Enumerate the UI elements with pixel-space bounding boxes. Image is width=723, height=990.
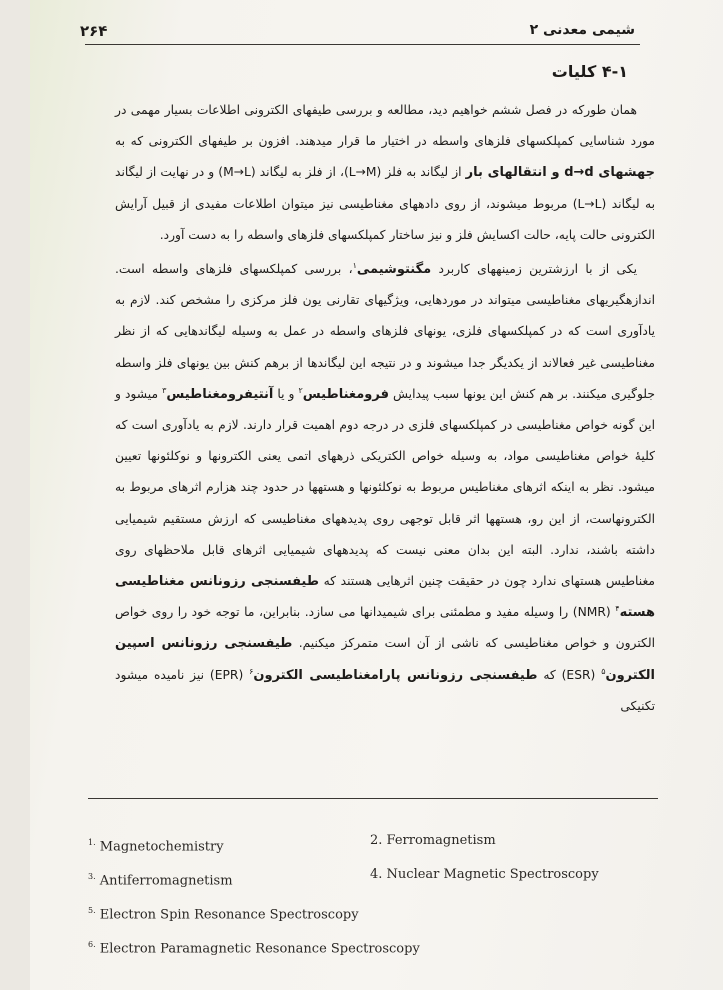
text-run: ، بررسی کمپلکسهای فلزهای واسطه است. اندازهگیریهای مغناطیسی میتواند در موردهایی، ویژگیهای تقارنی یون فلز مرکزی را مشخص کند. لازم به یادآوری است که در کمپلکسهای فلزی، یونهای فلزهای واسطه در عمل به وسیله لیگاندهایی که از نظر مغناطیسی غیر فعالاند از یکدیگر جدا میشوند و در نتیجه این لیگاندها از برهم کنش بین یونهای فلز واسطه جلوگیری میکنند. بر هم کنش این یونها سبب پیدایش [115,262,655,401]
text-run: (ESR) که [543,667,596,682]
footnote-marker: ۶ [249,666,254,676]
text-run: (EPR) نیز نامیده میشود تکنیکی [115,667,655,713]
footnote-text: Electron Paramagnetic Resonance Spectroscopy [99,941,420,957]
bold-term: جهشهای d→d و انتقالهای بار [465,165,655,181]
body-text [115,95,655,722]
bold-term: مگنتوشیمی [356,262,432,278]
text-run: یکی از با ارزشترین زمینههای کاربرد [438,262,637,277]
bold-term: فرومغناطیس [302,386,389,402]
paragraph-1 [115,95,655,251]
text-run: (NMR) را وسیله مفید و مطمئنی برای شیمیدانها می سازد. بنابراین، ما توجه خود را روی خواص الکترون و خواص مغناطیسی که ناشی از آن است متمرکز میکنیم. [115,605,655,651]
footnote-number: 1. [88,838,96,847]
header-rule [85,44,640,45]
section-title: ۴-۱ کلیات [551,62,628,81]
bold-term: آنتیفرومغناطیس [166,386,274,402]
footnote-1 [88,838,224,854]
text-run: همان طورکه در فصل ششم خواهیم دید، مطالعه و بررسی طیفهای الکترونی اطلاعات بسیار مهمی در مورد شناسایی کمپلکسهای فلزهای واسطه در اختیار ما قرار میدهند. افزون بر طیفهای الکترونی که به [115,103,655,149]
footnote-rule [88,798,658,799]
footnote-marker: ۵ [601,666,606,676]
footnote-3 [88,872,233,888]
text-run: از لیگاند به فلز (L→M)، از فلز به لیگاند (M→L) و در نهایت از لیگاند به لیگاند (L→L) مربوط میشوند، از روی دادههای مغناطیسی نیز میتوان اطلاعات مفیدی از قبیل آرایش الکترونی حالت پایه، حالت اکسایش فلز و نیز ساختار کمپلکسهای فلزهای واسطه را به دست آورد. [115,165,655,242]
text-run: و یا [277,386,295,401]
book-page [30,0,723,990]
footnote-marker: ۲ [298,385,303,395]
footnote-text: Magnetochemistry [99,839,224,855]
footnote-marker: ۴ [615,604,620,614]
footnote-marker: ۱ [352,260,357,270]
bold-term: طیفسنجی رزونانس پارامغناطیسی الکترون [253,667,538,683]
footnote-text: Nuclear Magnetic Spectroscopy [386,867,599,882]
text-run: میشود و این گونه خواص مغناطیسی در کمپلکسهای فلزی در درجه دوم اهمیت قرار دارند. لازم به یادآوری است که کلیهٔ خواص مغناطیسی مواد، به وسیله خواص الکتریکی ذرههای اتمی یعنی الکترونها و نوکلئونها تعیین میشود. نظر به اینکه اثرهای مغناطیس مربوط به نوکلئونها و هستهها در حدود چند هزارم اثرهای مربوط به الکترونهاست، از این رو، هستهها اثر قابل توجهی روی پدیدههای مغناطیسی که ارزش مستقیم شیمیایی داشته باشند، ندارد. البته این بدان معنی نیست که پدیدههای شیمیایی اثرهای قابل ملاحظهای روی مغناطیس هستهای ندارد چون در حقیقت چنین اثرهایی هستند که [115,386,655,589]
footnote-number: 6. [88,940,96,949]
footnote-text: Antiferromagnetism [99,873,233,889]
bold-term: طیفسنجی رزونانس مغناطیسی هسته [115,574,655,621]
footnote-number: 3. [88,872,96,881]
footnote-4 [370,867,599,882]
footnote-text: Electron Spin Resonance Spectroscopy [99,907,359,923]
footnote-marker: ۳ [162,385,167,395]
footnote-2 [370,833,496,848]
footnote-number: 4. [370,867,383,882]
running-title: شیمی معدنی ۲ [529,22,635,38]
paragraph-2 [115,254,655,722]
footnote-number: 5. [88,906,96,915]
bold-term: طیفسنجی رزونانس اسپین الکترون [115,636,655,683]
page-number: ۲۶۴ [80,22,108,40]
footnote-6 [88,940,420,956]
footnote-text: Ferromagnetism [386,833,496,848]
footnote-number: 2. [370,833,383,848]
footnote-5 [88,906,359,922]
